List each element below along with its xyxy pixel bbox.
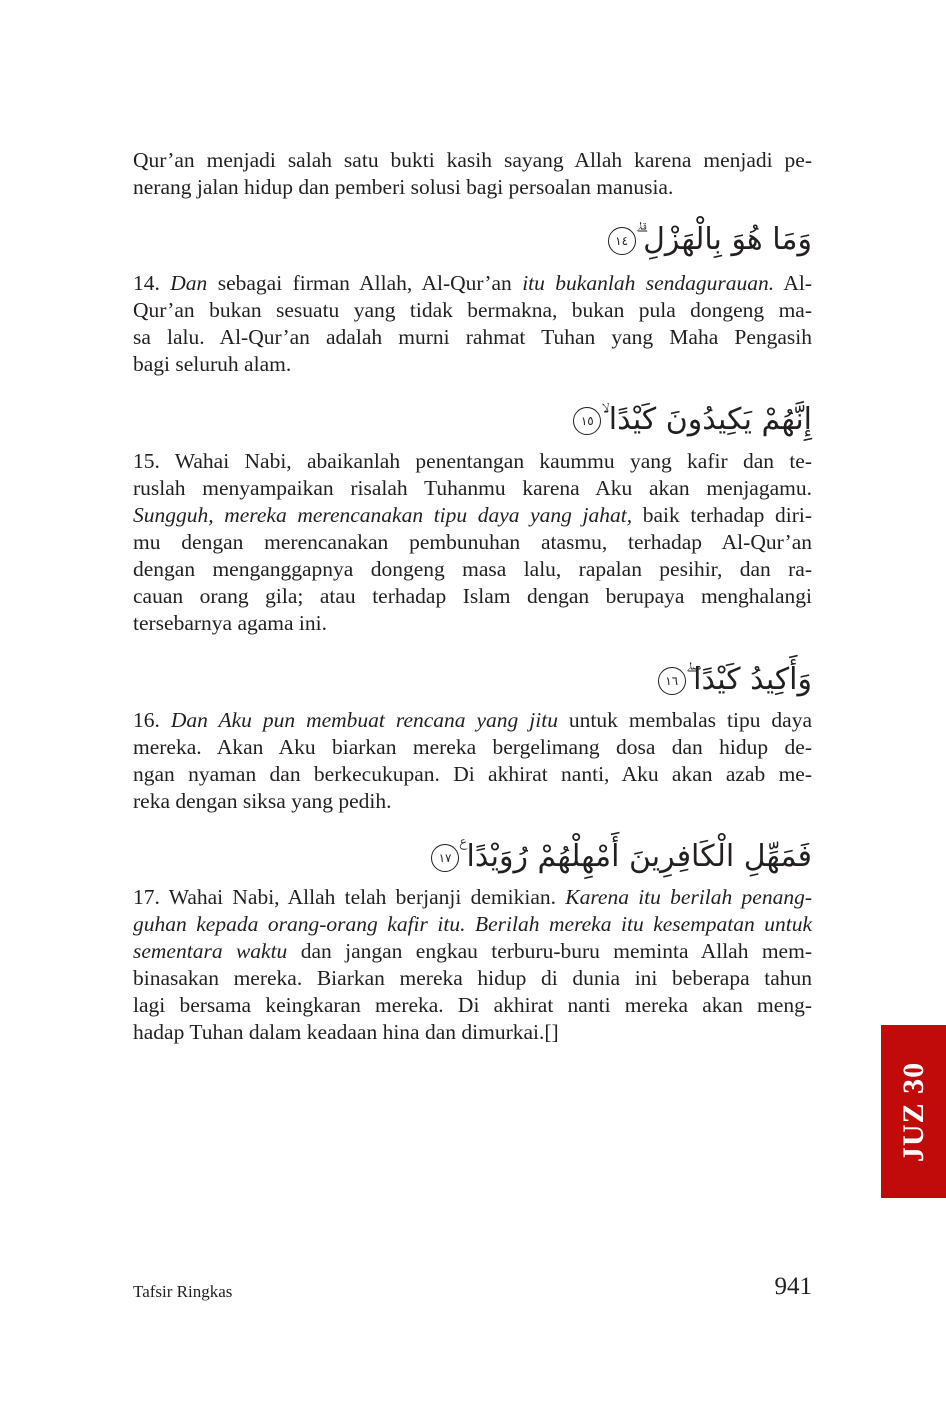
text-line — [133, 270, 812, 297]
italic-text: sementara waktu — [133, 939, 288, 963]
text-segment: mu dengan merencanakan pembunuhan atasmu, terhadap Al-Qur’an — [133, 530, 812, 554]
text-segment: Qur’an bukan sesuatu yang tidak bermakna, bukan pula dongeng ma- — [133, 298, 812, 322]
text-line — [133, 992, 812, 1019]
text-line — [133, 147, 812, 174]
text-segment: Qur’an menjadi salah satu bukti kasih sayang Allah karena menjadi pe- — [133, 148, 812, 172]
text-segment: dengan menganggapnya dongeng masa lalu, rapalan pesihir, dan ra- — [133, 557, 812, 581]
text-segment: baik terhadap diri- — [632, 503, 812, 527]
text-line — [133, 788, 812, 815]
text-line — [133, 556, 812, 583]
text-segment: untuk membalas tipu daya — [557, 708, 813, 732]
juz-label: JUZ 30 — [896, 1061, 930, 1162]
text-line — [133, 475, 812, 502]
verse-number-marker: ١٥ — [573, 407, 601, 435]
text-segment: lagi bersama keingkaran mereka. Di akhirat nanti mereka akan meng- — [133, 993, 812, 1017]
paragraph-verse-16 — [133, 707, 812, 815]
text-segment: hadap Tuhan dalam keadaan hina dan dimurkai.[] — [133, 1020, 559, 1044]
text-line — [133, 502, 812, 529]
verse-number-marker: ١٧ — [431, 844, 459, 872]
italic-text: itu bukanlah sendagurauan. — [522, 271, 775, 295]
verse-text: إِنَّهُمْ يَكِيدُونَ كَيْدًا ۙ — [601, 402, 812, 437]
text-segment: ngan nyaman dan berkecukupan. Di akhirat nanti, Aku akan azab me- — [133, 762, 812, 786]
book-title-footer: Tafsir Ringkas — [133, 1282, 233, 1301]
text-segment: mereka. Akan Aku biarkan mereka bergelimang dosa dan hidup de- — [133, 735, 812, 759]
text-segment: bagi seluruh alam. — [133, 352, 292, 376]
text-segment: sebagai firman Allah, Al-Qur’an — [207, 271, 523, 295]
italic-text: guhan kepada orang-orang kafir itu. Berilah mereka itu kesempatan untuk — [133, 912, 812, 936]
paragraph-verse-17 — [133, 884, 812, 1046]
text-line — [133, 324, 812, 351]
arabic-verse-14 — [604, 218, 812, 262]
arabic-verse-16 — [654, 658, 812, 702]
paragraph-intro — [133, 147, 812, 201]
text-segment: tersebarnya agama ini. — [133, 611, 328, 635]
paragraph-verse-15 — [133, 448, 812, 637]
text-line — [133, 610, 812, 637]
page-number: 941 — [774, 1273, 812, 1300]
text-line — [133, 1019, 812, 1046]
paragraph-verse-14 — [133, 270, 812, 378]
text-line — [133, 448, 812, 475]
text-line — [133, 884, 812, 911]
text-line — [133, 529, 812, 556]
text-line — [133, 297, 812, 324]
arabic-verse-17 — [427, 835, 812, 879]
italic-text: Sungguh, mereka merencanakan tipu daya yang jahat, — [133, 503, 633, 527]
juz-tab — [881, 1025, 946, 1198]
text-segment: reka dengan siksa yang pedih. — [133, 789, 392, 813]
verse-number-marker: ١٦ — [658, 667, 686, 695]
italic-text: Dan Aku pun membuat rencana yang jitu — [170, 708, 558, 732]
verse-text: وَأَكِيدُ كَيْدًا ۖ — [685, 662, 812, 697]
text-line — [133, 707, 812, 734]
text-line — [133, 351, 812, 378]
verse-number-marker: ١٤ — [608, 227, 636, 255]
text-segment: ruslah menyampaikan risalah Tuhanmu karena Aku akan menjagamu. — [133, 476, 812, 500]
text-segment: 17. Wahai Nabi, Allah telah berjanji demikian. — [133, 885, 566, 909]
text-line — [133, 583, 812, 610]
text-line — [133, 761, 812, 788]
text-segment: 15. Wahai Nabi, abaikanlah penentangan kaummu yang kafir dan te- — [133, 449, 812, 473]
text-segment: cauan orang gila; atau terhadap Islam dengan berupaya menghalangi — [133, 584, 812, 608]
text-segment: 16. — [133, 708, 171, 732]
text-segment: 14. — [133, 271, 171, 295]
text-segment: Al- — [774, 271, 812, 295]
text-segment: binasakan mereka. Biarkan mereka hidup di dunia ini beberapa tahun — [133, 966, 812, 990]
text-segment: dan jangan engkau terburu-buru meminta Allah mem- — [287, 939, 812, 963]
text-line — [133, 911, 812, 938]
text-segment: sa lalu. Al-Qur’an adalah murni rahmat Tuhan yang Maha Pengasih — [133, 325, 812, 349]
verse-text: وَمَا هُوَ بِالْهَزْلِ ۗ — [635, 222, 812, 257]
text-line — [133, 938, 812, 965]
text-line — [133, 965, 812, 992]
italic-text: Dan — [170, 271, 208, 295]
text-segment: nerang jalan hidup dan pemberi solusi bagi persoalan manusia. — [133, 175, 674, 199]
text-line — [133, 174, 812, 201]
arabic-verse-15 — [569, 398, 812, 442]
verse-text: فَمَهِّلِ الْكَافِرِينَ أَمْهِلْهُمْ رُوَيْدًا ࣖ — [459, 839, 812, 874]
italic-text: Karena itu berilah penang- — [565, 885, 812, 909]
text-line — [133, 734, 812, 761]
